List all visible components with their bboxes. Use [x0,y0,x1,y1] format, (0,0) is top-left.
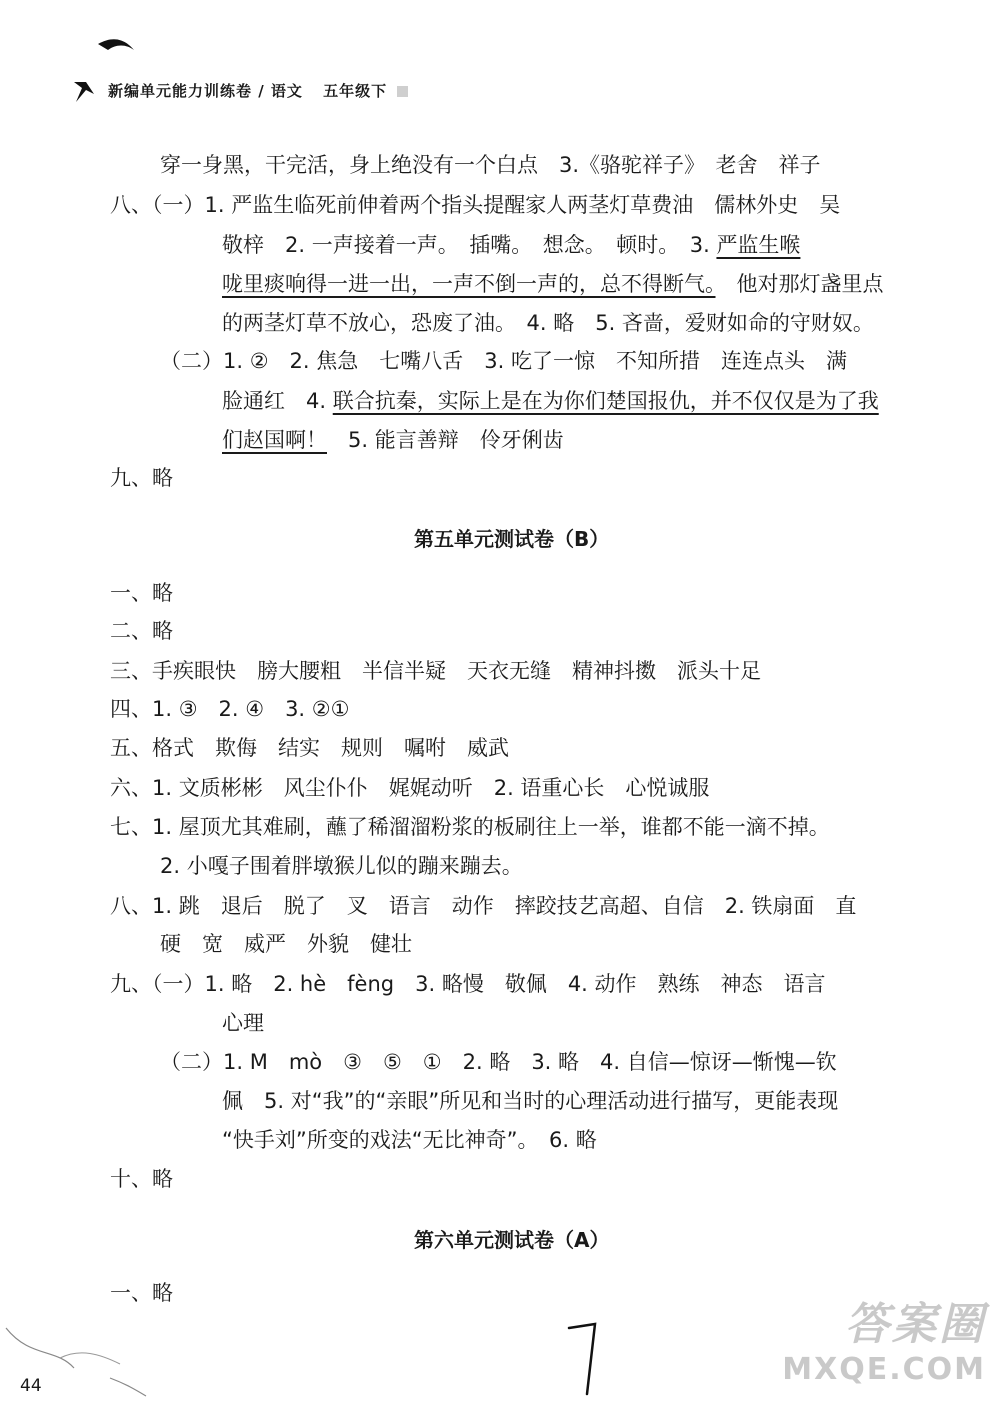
answer-text: 他对那灯盏里点 [736,272,884,296]
answer-line [222,386,879,416]
answer-line: 的两茎灯草不放心，恐废了油。 4. 略 5. 吝啬，爱财如命的守财奴。 [222,311,874,335]
answer-line: 心理 [222,1011,264,1035]
underlined-answer: 联合抗秦，实际上是在为你们楚国报仇，并不仅仅是为了我 [332,389,879,413]
answer-line: 十、略 [110,1167,173,1191]
answer-text: 5. 能言善辩 伶牙俐齿 [348,428,564,452]
section-title: 第五单元测试卷（B） [414,527,610,551]
page-header [108,80,408,101]
header-mark-icon [397,86,408,97]
answer-text: 敬梓 2. 一声接着一声。 插嘴。 想念。 顿时。 3. [222,233,710,257]
answer-line [222,269,884,299]
answer-line: 2. 小嘎子围着胖墩猴儿似的蹦来蹦去。 [160,854,523,878]
answer-line: 三、手疾眼快 膀大腰粗 半信半疑 天衣无缝 精神抖擞 派头十足 [110,659,761,683]
watermark [782,1288,986,1387]
answer-line: 穿一身黑，干完活，身上绝没有一个白点 3.《骆驼祥子》 老舍 祥子 [160,153,821,177]
header-title: 新编单元能力训练卷 / 语文 [108,82,303,100]
answer-line [222,230,800,260]
answer-line: 佩 5. 对“我”的“亲眼”所见和当时的心理活动进行描写，更能表现 [222,1089,839,1113]
answer-line: 九、略 [110,466,173,490]
answer-line: （二）1. M mò ③ ⑤ ① 2. 略 3. 略 4. 自信—惊讶—惭愧—钦 [160,1050,837,1074]
answer-line [222,425,564,455]
answer-line: 八、（一）1. 严监生临死前伸着两个指头提醒家人两茎灯草费油 儒林外史 吴 [110,193,841,217]
underlined-answer: 们赵国啊！ [222,428,327,452]
handwritten-mark-icon [565,1318,615,1398]
answer-line: “快手刘”所变的戏法“无比神奇”。 6. 略 [222,1128,597,1152]
answer-line: 五、格式 欺侮 结实 规则 嘱咐 威武 [110,736,509,760]
underlined-answer: 严监生喉 [716,233,801,257]
watermark-logo: 答案圈 [845,1299,986,1350]
answer-line: 一、略 [110,1281,173,1305]
answer-line: 四、1. ③ 2. ④ 3. ②① [110,697,350,721]
answer-line: 九、（一）1. 略 2. hè fèng 3. 略慢 敬佩 4. 动作 熟练 神态 语言 [110,972,826,996]
section-title: 第六单元测试卷（A） [414,1228,610,1252]
answer-line: 二、略 [110,619,173,643]
watermark-url: MXQE.COM [782,1352,986,1387]
answer-line: （二）1. ② 2. 焦急 七嘴八舌 3. 吃了一惊 不知所措 连连点头 满 [160,349,847,373]
answer-line: 硬 宽 威严 外貌 健壮 [160,932,412,956]
header-grade: 五年级下 [323,82,388,100]
answer-text: 脸通红 4. [222,389,327,413]
answer-line: 八、1. 跳 退后 脱了 叉 语言 动作 摔跤技艺高超、自信 2. 铁扇面 直 [110,894,857,918]
underlined-answer: 咙里痰响得一进一出，一声不倒一声的，总不得断气。 [222,272,716,296]
answer-line: 七、1. 屋顶尤其难刷，蘸了稀溜溜粉浆的板刷往上一举，谁都不能一滴不掉。 [110,815,830,839]
answer-line: 一、略 [110,581,173,605]
answer-line: 六、1. 文质彬彬 风尘仆仆 娓娓动听 2. 语重心长 心悦诚服 [110,776,710,800]
bird-logo-icon [60,30,140,120]
page-number: 44 [20,1376,42,1396]
